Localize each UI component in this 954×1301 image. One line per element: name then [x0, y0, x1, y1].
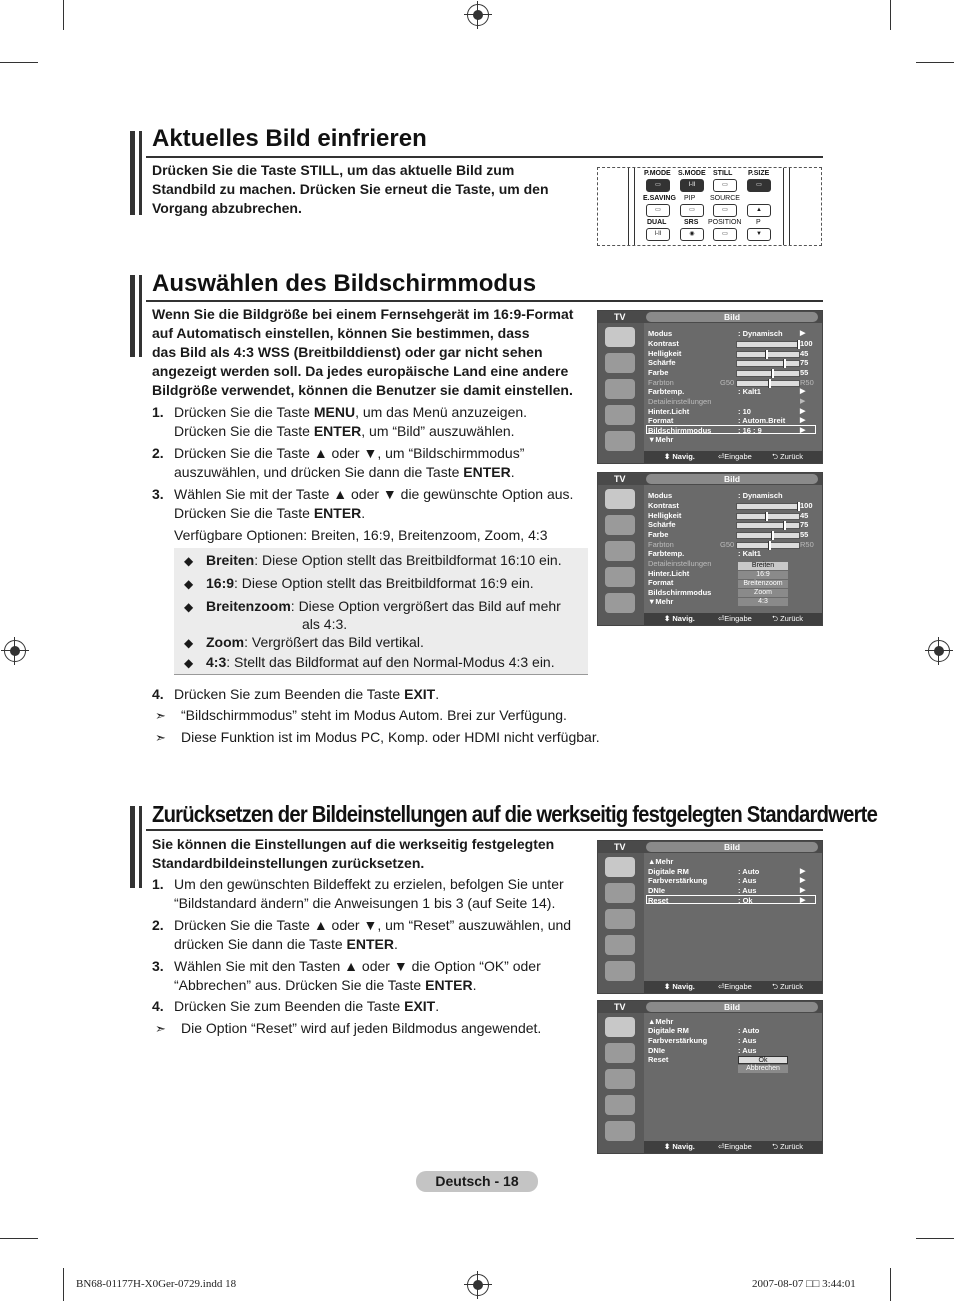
- tv-menu-screen: [597, 1000, 823, 1154]
- option-item-continued: als 4:3.: [302, 616, 348, 632]
- channel-icon: [605, 909, 635, 929]
- menu-row: Kontrast 100: [648, 501, 813, 510]
- diamond-icon: ◆: [184, 554, 194, 568]
- slider: [736, 351, 800, 358]
- option-item: ◆ 16:9: Diese Option stellt das Breitbildformat 16:9 ein.: [184, 574, 534, 594]
- sound-icon: [605, 515, 635, 535]
- channel-icon: [605, 541, 635, 561]
- menu-row: Detaileinstellungen ▶: [648, 397, 806, 406]
- setup-icon: [605, 935, 635, 955]
- note-arrow-icon: ➣: [155, 1021, 166, 1036]
- title-rule: [146, 829, 823, 831]
- dropdown-option: Zoom: [738, 589, 788, 597]
- menu-row: Modus : Dynamisch ▶: [648, 329, 806, 338]
- slider: [736, 380, 800, 387]
- crop-mark: [890, 1268, 891, 1301]
- note-arrow-icon: ➣: [155, 708, 166, 723]
- crop-mark: [890, 0, 891, 30]
- remote-label: P.MODE: [644, 170, 671, 177]
- sound-icon: [605, 353, 635, 373]
- slider: [736, 532, 800, 539]
- diamond-icon: ◆: [184, 577, 194, 591]
- menu-row: Farbe 55: [648, 368, 809, 377]
- menu-row: Kontrast 100: [648, 339, 813, 348]
- option-item: ◆ Breiten: Diese Option stellt das Breitbildformat 16:10 ein.: [184, 551, 562, 571]
- picture-icon: [605, 857, 635, 877]
- sound-icon: [605, 1043, 635, 1063]
- menu-footer: ⬍ Navig. ⏎Eingabe ⮌ Zurück: [644, 613, 822, 625]
- menu-row: DNIe : Aus: [648, 1046, 757, 1055]
- sound-icon: [605, 883, 635, 903]
- crop-mark: [63, 0, 64, 30]
- step-item: 4. Drücken Sie zum Beenden die Taste EXIT.: [152, 998, 440, 1014]
- menu-row: ▲Mehr: [648, 857, 674, 866]
- menu-sidebar: [598, 485, 644, 625]
- section-intro: Wenn Sie die Bildgröße bei einem Fernsehgerät im 16:9-Format auf Automatisch einstellen, können Sie bestimmen, dass das Bild als 4:3 WSS (Breitbilddienst) oder gar nicht sehen angezeigt werden soll. Da jedes europäische Land eine andere Bildgröße verwendet, können die Benutzer sie damit einstellen.: [152, 306, 574, 398]
- input-icon: [605, 593, 635, 613]
- crop-mark: [63, 1268, 64, 1301]
- input-icon: [605, 431, 635, 451]
- title-rule: [146, 156, 823, 158]
- menu-topbar: [598, 473, 822, 485]
- registration-mark-icon: [928, 640, 950, 662]
- pip-button: ▭: [680, 204, 704, 217]
- dropdown-option: Breiten: [738, 562, 788, 570]
- remote-label: S.MODE: [678, 170, 706, 177]
- menu-topbar: [598, 311, 822, 323]
- remote-control-illustration: [597, 167, 822, 246]
- menu-title: Bild: [646, 474, 818, 484]
- menu-topbar: [598, 1001, 822, 1013]
- tv-menu-screen: [597, 840, 823, 994]
- pmode-button: ▭: [646, 179, 670, 192]
- section-bar: [139, 275, 142, 357]
- smode-button: I-II: [680, 179, 704, 192]
- slider: [736, 341, 800, 348]
- menu-topbar: [598, 841, 822, 853]
- dropdown-option-selected: Ok: [738, 1056, 788, 1064]
- remote-label: P.SIZE: [748, 170, 770, 177]
- menu-row: Farbverstärkung : Aus ▶: [648, 876, 806, 885]
- diamond-icon: ◆: [184, 636, 194, 650]
- dropdown-option-selected: 16:9: [738, 571, 788, 579]
- diamond-icon: ◆: [184, 656, 194, 670]
- registration-mark-icon: [467, 1274, 489, 1296]
- channel-down-button: ▼: [747, 228, 771, 241]
- option-item: ◆ Zoom: Vergrößert das Bild vertikal.: [184, 633, 424, 653]
- section-bar: [130, 131, 135, 215]
- selection-highlight: [646, 895, 816, 904]
- dropdown-option: Abbrechen: [738, 1065, 788, 1073]
- section-title: Zurücksetzen der Bildeinstellungen auf die werkseitig festgelegten Standardwerte: [152, 801, 878, 827]
- dropdown-option: 4:3: [738, 598, 788, 606]
- option-item: ◆ 4:3: Stellt das Bildformat auf den Normal-Modus 4:3 ein.: [184, 653, 555, 673]
- menu-row: Helligkeit 45: [648, 349, 809, 358]
- title-rule: [146, 300, 823, 302]
- menu-row: ▼Mehr: [648, 597, 674, 606]
- menu-row: Modus : Dynamisch: [648, 491, 783, 500]
- note: ➣ Die Option “Reset” wird auf jeden Bildmodus angewendet.: [155, 1020, 542, 1036]
- menu-title: Bild: [646, 1002, 818, 1012]
- setup-icon: [605, 405, 635, 425]
- tv-label: TV: [614, 474, 626, 484]
- crop-mark: [0, 62, 38, 63]
- picture-icon: [605, 327, 635, 347]
- page-number: Deutsch - 18: [416, 1171, 538, 1192]
- option-item: ◆ Breitenzoom: Diese Option vergrößert das Bild auf mehr: [184, 597, 561, 617]
- channel-icon: [605, 1069, 635, 1089]
- remote-label: P: [756, 219, 761, 226]
- step-item: 1. Um den gewünschten Bildeffekt zu erzielen, befolgen Sie unter “Bildstandard ändern” die Anweisungen 1 bis 3 (auf Seite 14).: [152, 876, 564, 911]
- file-slug: BN68-01177H-X0Ger-0729.indd 18: [76, 1278, 237, 1290]
- picture-icon: [605, 489, 635, 509]
- slider: [736, 542, 800, 549]
- menu-footer: ⬍ Navig. ⏎Eingabe ⮌ Zurück: [644, 1141, 822, 1153]
- section-bar: [130, 806, 135, 888]
- menu-row: Farbe 55: [648, 530, 809, 539]
- remote-label: SOURCE: [710, 195, 740, 202]
- picture-icon: [605, 1017, 635, 1037]
- note-arrow-icon: ➣: [155, 730, 166, 745]
- section-bar: [139, 131, 142, 215]
- menu-row: Farbton G50 R50: [648, 540, 814, 549]
- slider: [736, 370, 800, 377]
- menu-row: Farbverstärkung : Aus: [648, 1036, 757, 1045]
- date-slug: 2007-08-07 □□ 3:44:01: [752, 1278, 856, 1290]
- section-title: Aktuelles Bild einfrieren: [152, 125, 427, 152]
- menu-row: Helligkeit 45: [648, 511, 809, 520]
- section-bar: [130, 275, 135, 357]
- menu-footer: ⬍ Navig. ⏎Eingabe ⮌ Zurück: [644, 981, 822, 993]
- menu-sidebar: [598, 1013, 644, 1153]
- slider: [736, 360, 800, 367]
- menu-row: DNIe : Aus ▶: [648, 886, 806, 895]
- step-item: 3. Wählen Sie mit den Tasten ▲ oder ▼ die Option “OK” oder “Abbrechen” aus. Drücken Sie die Taste ENTER.: [152, 958, 541, 993]
- options-box: [174, 548, 588, 675]
- menu-row: Hinter.Licht : 10 ▶: [648, 407, 806, 416]
- menu-row-selected: Reset : Ok ▶: [648, 896, 806, 905]
- crop-mark: [916, 62, 954, 63]
- setup-icon: [605, 1095, 635, 1115]
- menu-row: Bildschirmmodus: [648, 588, 712, 597]
- remote-label: PIP: [684, 195, 696, 202]
- dual-button: I-II: [646, 228, 670, 241]
- menu-row: Farbton G50 R50: [648, 378, 814, 387]
- psize-button: ▭: [747, 179, 771, 192]
- menu-row: Reset: [648, 1055, 669, 1064]
- remote-label: DUAL: [647, 219, 667, 226]
- still-button: ▭: [713, 179, 737, 192]
- tv-label: TV: [614, 1002, 626, 1012]
- crop-mark: [0, 1238, 38, 1239]
- step-item: 4. Drücken Sie zum Beenden die Taste EXIT.: [152, 686, 440, 702]
- diamond-icon: ◆: [184, 600, 194, 614]
- menu-title: Bild: [646, 312, 818, 322]
- menu-sidebar: [598, 853, 644, 993]
- section-title: Auswählen des Bildschirmmodus: [152, 270, 537, 297]
- menu-row: Hinter.Licht: [648, 569, 690, 578]
- step-item: 2. Drücken Sie die Taste ▲ oder ▼, um “Reset” auszuwählen, und drücken Sie dann die Taste ENTER.: [152, 917, 572, 952]
- registration-mark-icon: [467, 4, 489, 26]
- menu-row: Digitale RM : Auto ▶: [648, 867, 806, 876]
- input-icon: [605, 1121, 635, 1141]
- menu-row: Format: [648, 578, 674, 587]
- step-item: 1. Drücken Sie die Taste MENU, um das Menü anzuzeigen. Drücken Sie die Taste ENTER, um “Bild” auszuwählen.: [152, 404, 528, 439]
- source-button: ▭: [713, 204, 737, 217]
- menu-row: Schärfe 75: [648, 520, 809, 529]
- remote-label: E.SAVING: [643, 195, 676, 202]
- remote-label: POSITION: [708, 219, 742, 226]
- srs-button: ◉: [680, 228, 704, 241]
- menu-title: Bild: [646, 842, 818, 852]
- position-button: ▭: [713, 228, 737, 241]
- menu-row: Detaileinstellungen: [648, 559, 712, 568]
- menu-row: Digitale RM : Auto: [648, 1026, 760, 1035]
- menu-row: Schärfe 75: [648, 358, 809, 367]
- tv-menu-screen: [597, 472, 823, 626]
- registration-mark-icon: [4, 640, 26, 662]
- menu-row: Format : Autom.Breit ▶: [648, 416, 806, 425]
- section-intro: Drücken Sie die Taste STILL, um das aktuelle Bild zum Standbild zu machen. Drücken Sie erneut die Taste, um den Vorgang abzubrechen.: [152, 162, 549, 216]
- section-bar: [139, 806, 142, 888]
- slider: [736, 503, 800, 510]
- menu-row-selected: Bildschirmmodus : 16 : 9 ▶: [648, 426, 806, 435]
- slider: [736, 522, 800, 529]
- esaving-button: ▭: [646, 204, 670, 217]
- crop-mark: [916, 1238, 954, 1239]
- tv-label: TV: [614, 842, 626, 852]
- remote-label: STILL: [713, 170, 733, 177]
- menu-row: ▼Mehr: [648, 435, 674, 444]
- menu-row: ▲Mehr: [648, 1017, 674, 1026]
- input-icon: [605, 961, 635, 981]
- remote-label: SRS: [684, 219, 699, 226]
- menu-row: Farbtemp. : Kalt1 ▶: [648, 387, 806, 396]
- channel-up-button: ▲: [747, 204, 771, 217]
- menu-sidebar: [598, 323, 644, 463]
- section-intro: Sie können die Einstellungen auf die werkseitig festgelegten Standardbildeinstellungen zurücksetzen.: [152, 836, 555, 871]
- note: ➣ Diese Funktion ist im Modus PC, Komp. oder HDMI nicht verfügbar.: [155, 729, 600, 745]
- step-item: 2. Drücken Sie die Taste ▲ oder ▼, um “Bildschirmmodus” auszuwählen, und drücken Sie dann die Taste ENTER.: [152, 445, 525, 480]
- dropdown-option: Breitenzoom: [738, 580, 788, 588]
- setup-icon: [605, 567, 635, 587]
- tv-menu-screen: [597, 310, 823, 464]
- step-item: 3. Wählen Sie mit der Taste ▲ oder ▼ die gewünschte Option aus. Drücken Sie die Taste ENTER. Verfügbare Optionen: Breiten, 16:9, Breitenzoom, Zoom, 4:3: [152, 486, 574, 543]
- tv-label: TV: [614, 312, 626, 322]
- menu-footer: ⬍ Navig. ⏎Eingabe ⮌ Zurück: [644, 451, 822, 463]
- menu-row: Farbtemp. : Kalt1: [648, 549, 761, 558]
- slider: [736, 513, 800, 520]
- channel-icon: [605, 379, 635, 399]
- note: ➣ “Bildschirmmodus” steht im Modus Autom. Brei zur Verfügung.: [155, 707, 567, 723]
